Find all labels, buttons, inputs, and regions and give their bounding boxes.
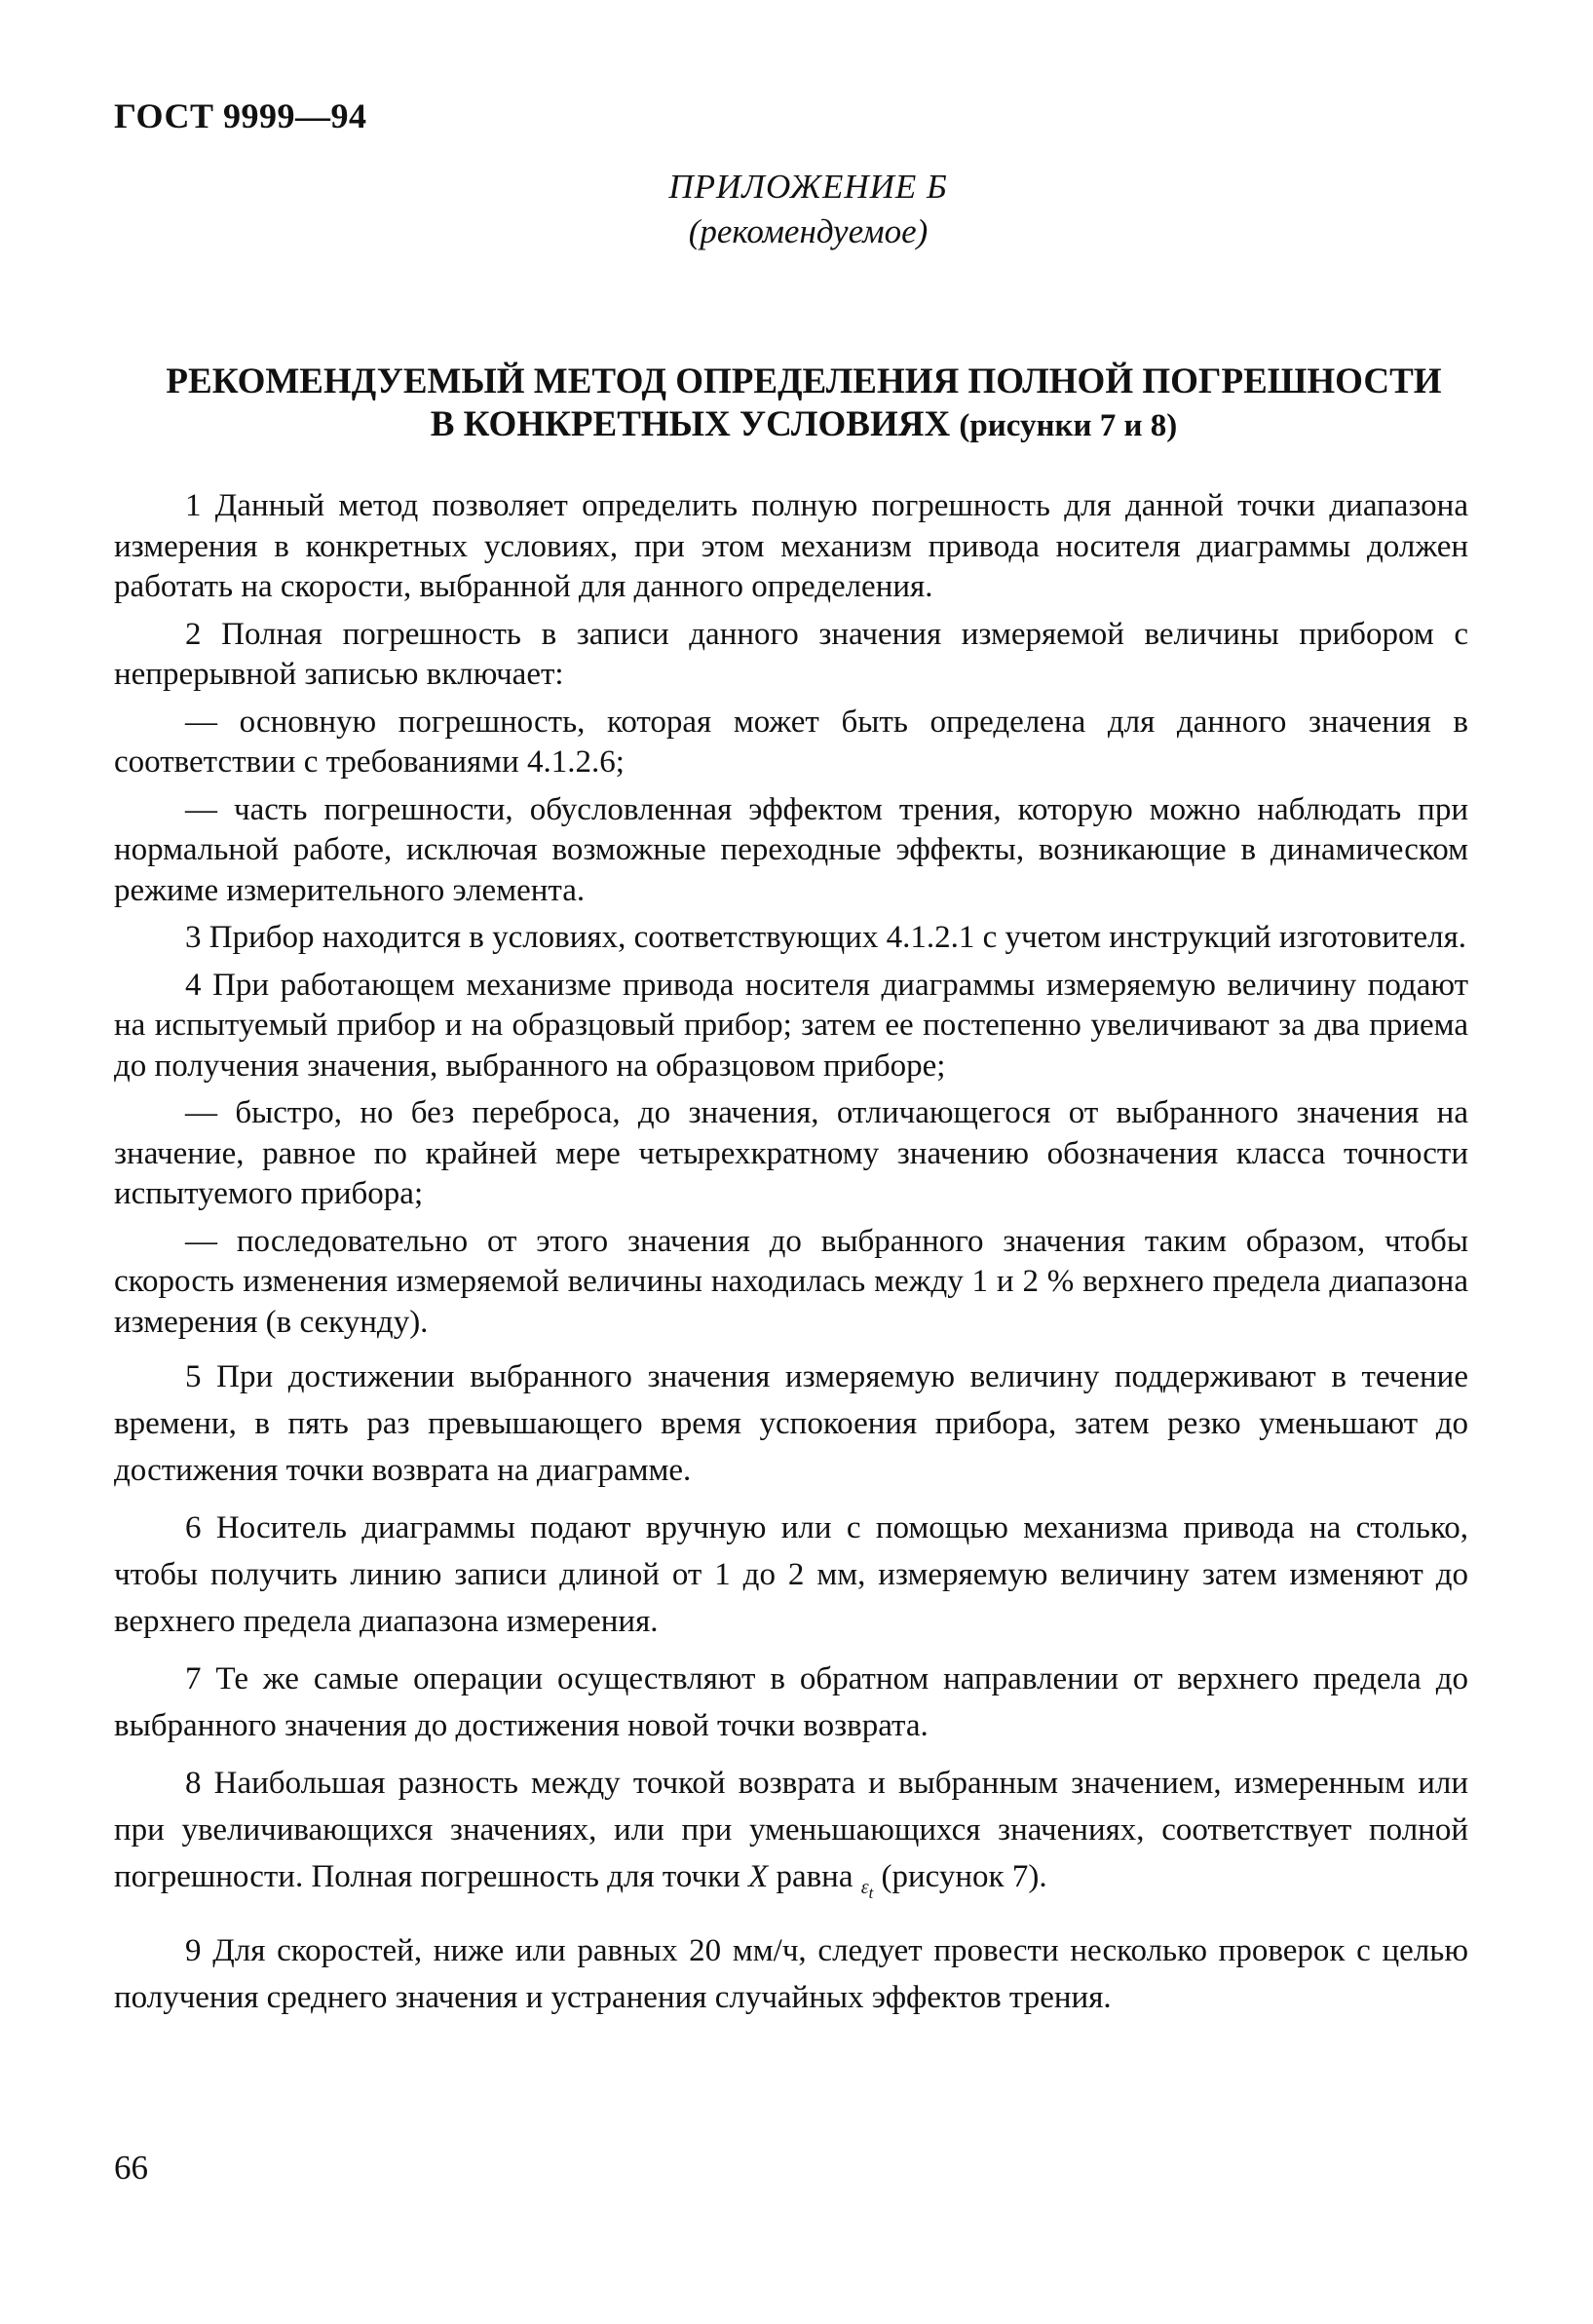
page-number: 66 (114, 2149, 148, 2187)
total-error-symbol (860, 1877, 874, 1902)
paragraph-2: 2 Полная погрешность в записи данного значения измеряемой величины прибором с непрерывной записью включает: (114, 616, 1468, 692)
paragraph-7: 7 Те же самые операции осуществляют в обратном направлении от верхнего предела до выбранного значения до достижения новой точки возврата. (114, 1661, 1468, 1743)
paragraph-8-end: (рисунок 7). (873, 1859, 1047, 1894)
total-error-subscript: t (868, 1884, 874, 1902)
section-heading-line-1: РЕКОМЕНДУЕМЫЙ МЕТОД ОПРЕДЕЛЕНИЯ ПОЛНОЙ ПОГРЕШНОСТИ (166, 362, 1442, 401)
section-heading (146, 361, 1461, 447)
paragraph-6: 6 Носитель диаграммы подают вручную или с помощью механизма привода на столько, чтобы получить линию записи длиной от 1 до 2 мм, измеряемую величину затем изменяют до верхнего предела диапазона измерения. (114, 1510, 1468, 1639)
annex-status: (рекомендуемое) (688, 212, 929, 250)
paragraph-4-item-a: — быстро, но без переброса, до значения, отличающегося от выбранного значения на значение, равное по крайней мере четырехкратному значению обозначения класса точности испытуемого прибора; (114, 1095, 1468, 1211)
paragraph-3: 3 Прибор находится в условиях, соответствующих 4.1.2.1 с учетом инструкций изготовителя. (185, 920, 1467, 955)
paragraph-1: 1 Данный метод позволяет определить полную погрешность для данной точки диапазона измерения в конкретных условиях, при этом механизм привода носителя диаграммы должен работать на скорости, выбранной для данного определения. (114, 488, 1468, 604)
paragraph-8 (114, 1760, 1468, 1917)
standard-designation: ГОСТ 9999—94 (114, 96, 367, 135)
paragraph-8-mid: равна (768, 1859, 861, 1894)
paragraph-5: 5 При достижении выбранного значения измеряемую величину поддерживают в течение времени, в пять раз превышающего время успокоения прибора, затем резко уменьшают до достижения точки возврата на диаграмме. (114, 1359, 1468, 1488)
point-variable: X (748, 1859, 769, 1894)
section-heading-note: (рисунки 7 и 8) (959, 408, 1178, 443)
annex-title: ПРИЛОЖЕНИЕ Б (668, 168, 948, 206)
paragraph-2-item-b: — часть погрешности, обусловленная эффектом трения, которую можно наблюдать при нормальной работе, исключая возможные переходные эффекты, возникающие в динамическом режиме измерительного элемента. (114, 791, 1468, 908)
total-error-letter: ε (860, 1877, 869, 1898)
paragraph-2-item-a: — основную погрешность, которая может быть определена для данного значения в соответствии с требованиями 4.1.2.6; (114, 704, 1468, 780)
body-text (114, 486, 1468, 2021)
paragraph-9: 9 Для скоростей, ниже или равных 20 мм/ч, следует провести несколько проверок с целью получения среднего значения и устранения случайных эффектов трения. (114, 1933, 1468, 2015)
paragraph-4: 4 При работающем механизме привода носителя диаграммы измеряемую величину подают на испытуемый прибор и на образцовый прибор; затем ее постепенно увеличивают за два приема до получения значения, выбранного на образцовом приборе; (114, 967, 1468, 1084)
section-heading-line-2 (146, 403, 1461, 447)
paragraph-8-start: 8 Наибольшая разность между точкой возврата и выбранным значением, измеренным или при увеличивающихся значениях, или при уменьшающихся значениях, соответствует полной погрешности. Полная погрешность для точки (114, 1766, 1468, 1894)
section-heading-main: В КОНКРЕТНЫХ УСЛОВИЯХ (430, 404, 951, 444)
paragraph-4-item-b: — последовательно от этого значения до выбранного значения таким образом, чтобы скорость изменения измеряемой величины находилась между 1 и 2 % верхнего предела диапазона измерения (в секунду). (114, 1223, 1468, 1340)
